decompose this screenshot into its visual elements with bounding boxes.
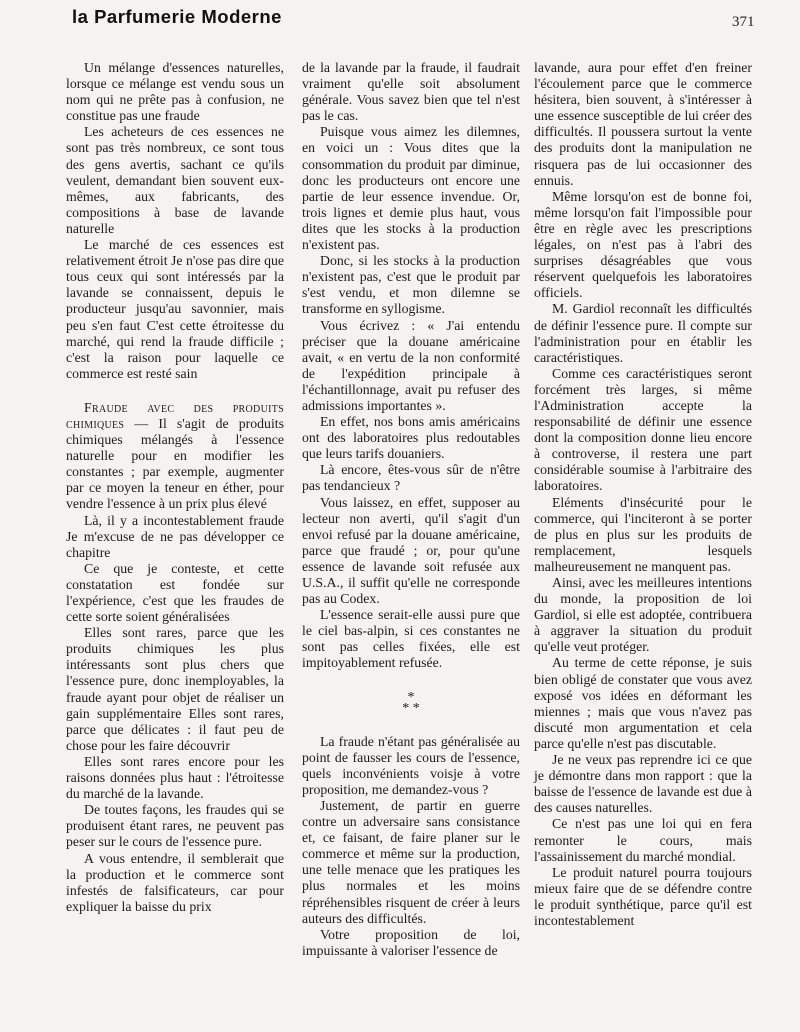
paragraph: Elles sont rares, parce que les produits chimiques les plus intéressants sont plus chers que l'essence pure, donc inemployables, la fraude ayant pour objet de réaliser un gain supplémentaire Elles sont rares, parce que délicates : il faut peu de chose pour les faire découvrir <box>66 625 284 753</box>
paragraph: Là, il y a incontestablement fraude Je m'excuse de ne pas développer ce chapitre <box>66 512 284 560</box>
paragraph: Donc, si les stocks à la production n'existent pas, c'est que le produit par s'est vendu, et mon dilemne se transforme en syllogisme. <box>302 253 520 317</box>
paragraph: La fraude n'étant pas généralisée au point de fausser les cours de l'essence, quels inconvénients voisje à votre proposition, me demandez-vous ? <box>302 733 520 797</box>
paragraph: Les acheteurs de ces essences ne sont pas très nombreux, ce sont tous des gens avertis, sachant ce qu'ils veulent, demandant bien souvent eux-mêmes, aux fabricants, des compositions à base de lavande naturelle <box>66 124 284 236</box>
paragraph: de la lavande par la fraude, il faudrait vraiment qu'elle soit absolument générale. Vous savez bien que tel n'est pas le cas. <box>302 60 520 124</box>
paragraph: De toutes façons, les fraudes qui se produisent étant rares, ne peuvent pas peser sur le cours de l'essence pure. <box>66 802 284 850</box>
page-number: 371 <box>732 14 755 30</box>
paragraph: Eléments d'insécurité pour le commerce, qui l'inciteront à se porter de plus en plus sur les produits de remplacement, lesquels malheureusement ne manquent pas. <box>534 494 752 574</box>
paragraph: Là encore, êtes-vous sûr de n'être pas tendancieux ? <box>302 462 520 494</box>
running-header-title: la Parfumerie Moderne <box>72 6 282 27</box>
separator-bottom: * * <box>402 700 420 716</box>
text-column-1 <box>66 60 284 915</box>
paragraph: M. Gardiol reconnaît les difficultés de définir l'essence pure. Il compte sur l'administration pour en établir les caractéristiques. <box>534 301 752 365</box>
paragraph: Vous écrivez : « J'ai entendu préciser que la douane américaine avait, « en vertu de la non conformité de l'expédition principale à l'échantillonnage, avait pu refuser des admissions importantes ». <box>302 317 520 413</box>
paragraph: Votre proposition de loi, impuissante à valoriser l'essence de <box>302 926 520 958</box>
paragraph: Vous laissez, en effet, supposer au lecteur non averti, qu'il s'agit d'un envoi refusé par la douane américaine, parce que fraudé ; or, pour qu'une essence de lavande soit refusée aux U.S.A., il suffit qu'elle ne corresponde pas au Codex. <box>302 494 520 607</box>
section-paragraph <box>66 400 284 513</box>
paragraph: Au terme de cette réponse, je suis bien obligé de constater que vous avez exposé vos idées en déformant les miennes ; mais que vous n'avez pas discuté mon argumentation et cela parce qu'elle n'est pas discutable. <box>534 655 752 751</box>
section-heading: Fraude avec des produits chimiques <box>66 399 284 431</box>
paragraph: Comme ces caractéristiques seront forcément très larges, si même l'Administration accepte la responsabilité de définir une essence dont la composition donne lieu encore à controverse, il restera une part considérable soumise à l'arbitraire des laboratoires. <box>534 365 752 494</box>
section-separator <box>302 689 520 716</box>
paragraph: Ce que je conteste, et cette constatation est fondée sur l'expérience, c'est que les fraudes de cette sorte soient généralisées <box>66 560 284 625</box>
paragraph: Même lorsqu'on est de bonne foi, même lorsqu'on fait l'impossible pour être en règle avec les prescriptions légales, on n'est pas à l'abri des surprises désagréables que vous réservent quelquefois les laboratoires officiels. <box>534 188 752 301</box>
text-column-2 <box>302 60 520 959</box>
separator-top: * <box>407 689 415 705</box>
paragraph: Elles sont rares encore pour les raisons données plus haut : l'étroitesse du marché de la lavande. <box>66 753 284 802</box>
paragraph: A vous entendre, il semblerait que la production et le commerce sont infestés de falsificateurs, car pour expliquer la baisse du prix <box>66 850 284 914</box>
section-text: — Il s'agit de produits chimiques mélangés à l'essence naturelle pour en modifier les constantes ; par exemple, augmenter par ce moyen la teneur en éther, pour vendre l'essence à un prix plus élevé <box>66 415 284 512</box>
text-column-3 <box>534 60 752 929</box>
paragraph: Le produit naturel pourra toujours mieux faire que de se défendre contre le produit synthétique, parce qu'il est incontestablement <box>534 864 752 928</box>
paragraph: Ainsi, avec les meilleures intentions du monde, la proposition de loi Gardiol, si elle est adoptée, contribuera à aggraver la situation du produit qu'elle veut protéger. <box>534 575 752 655</box>
paragraph: Un mélange d'essences naturelles, lorsque ce mélange est vendu sous un nom qui ne prête pas à confusion, ne constitue pas une fraude <box>66 60 284 124</box>
paragraph: Ce n'est pas une loi qui en fera remonter le cours, mais l'assainissement du marché mondial. <box>534 816 752 864</box>
paragraph: En effet, nos bons amis américains ont des laboratoires plus redoutables que leurs tarifs douaniers. <box>302 414 520 462</box>
paragraph: Puisque vous aimez les dilemnes, en voici un : Vous dites que la consommation du produit par diminue, donc les producteurs ont encore une partie de leur essence invendue. Or, trois lignes et demie plus haut, vous dites que les stocks à la production n'existent pas. <box>302 124 520 253</box>
paragraph: L'essence serait-elle aussi pure que le ciel bas-alpin, si ces constantes ne sont pas celles fixées, elle est impitoyablement refusée. <box>302 607 520 671</box>
paragraph: Justement, de partir en guerre contre un adversaire sans consistance et, ce faisant, de faire planer sur le commerce et même sur la production, une telle menace que les pratiques les plus normales et les moins répréhensibles risquent de créer à leurs auteurs des difficultés. <box>302 797 520 926</box>
paragraph: Je ne veux pas reprendre ici ce que je démontre dans mon rapport : que la baisse de l'essence de lavande est due à des causes naturelles. <box>534 752 752 816</box>
paragraph: Le marché de ces essences est relativement étroit Je n'ose pas dire que tous ceux qui sont intéressés par la lavande se connaissent, depuis le producteur jusqu'au savonnier, mais peu s'en faut C'est cette étroitesse du marché, qui rend la fraude difficile ; c'est la raison pour laquelle ce commerce est resté sain <box>66 237 284 381</box>
paragraph: lavande, aura pour effet d'en freiner l'écoulement parce que le commerce hésitera, bien souvent, à s'intéresser à une essence susceptible de lui créer des difficultés. Il poussera surtout la vente des produits dont la manipulation ne risquera pas de lui occasionner des ennuis. <box>534 60 752 188</box>
